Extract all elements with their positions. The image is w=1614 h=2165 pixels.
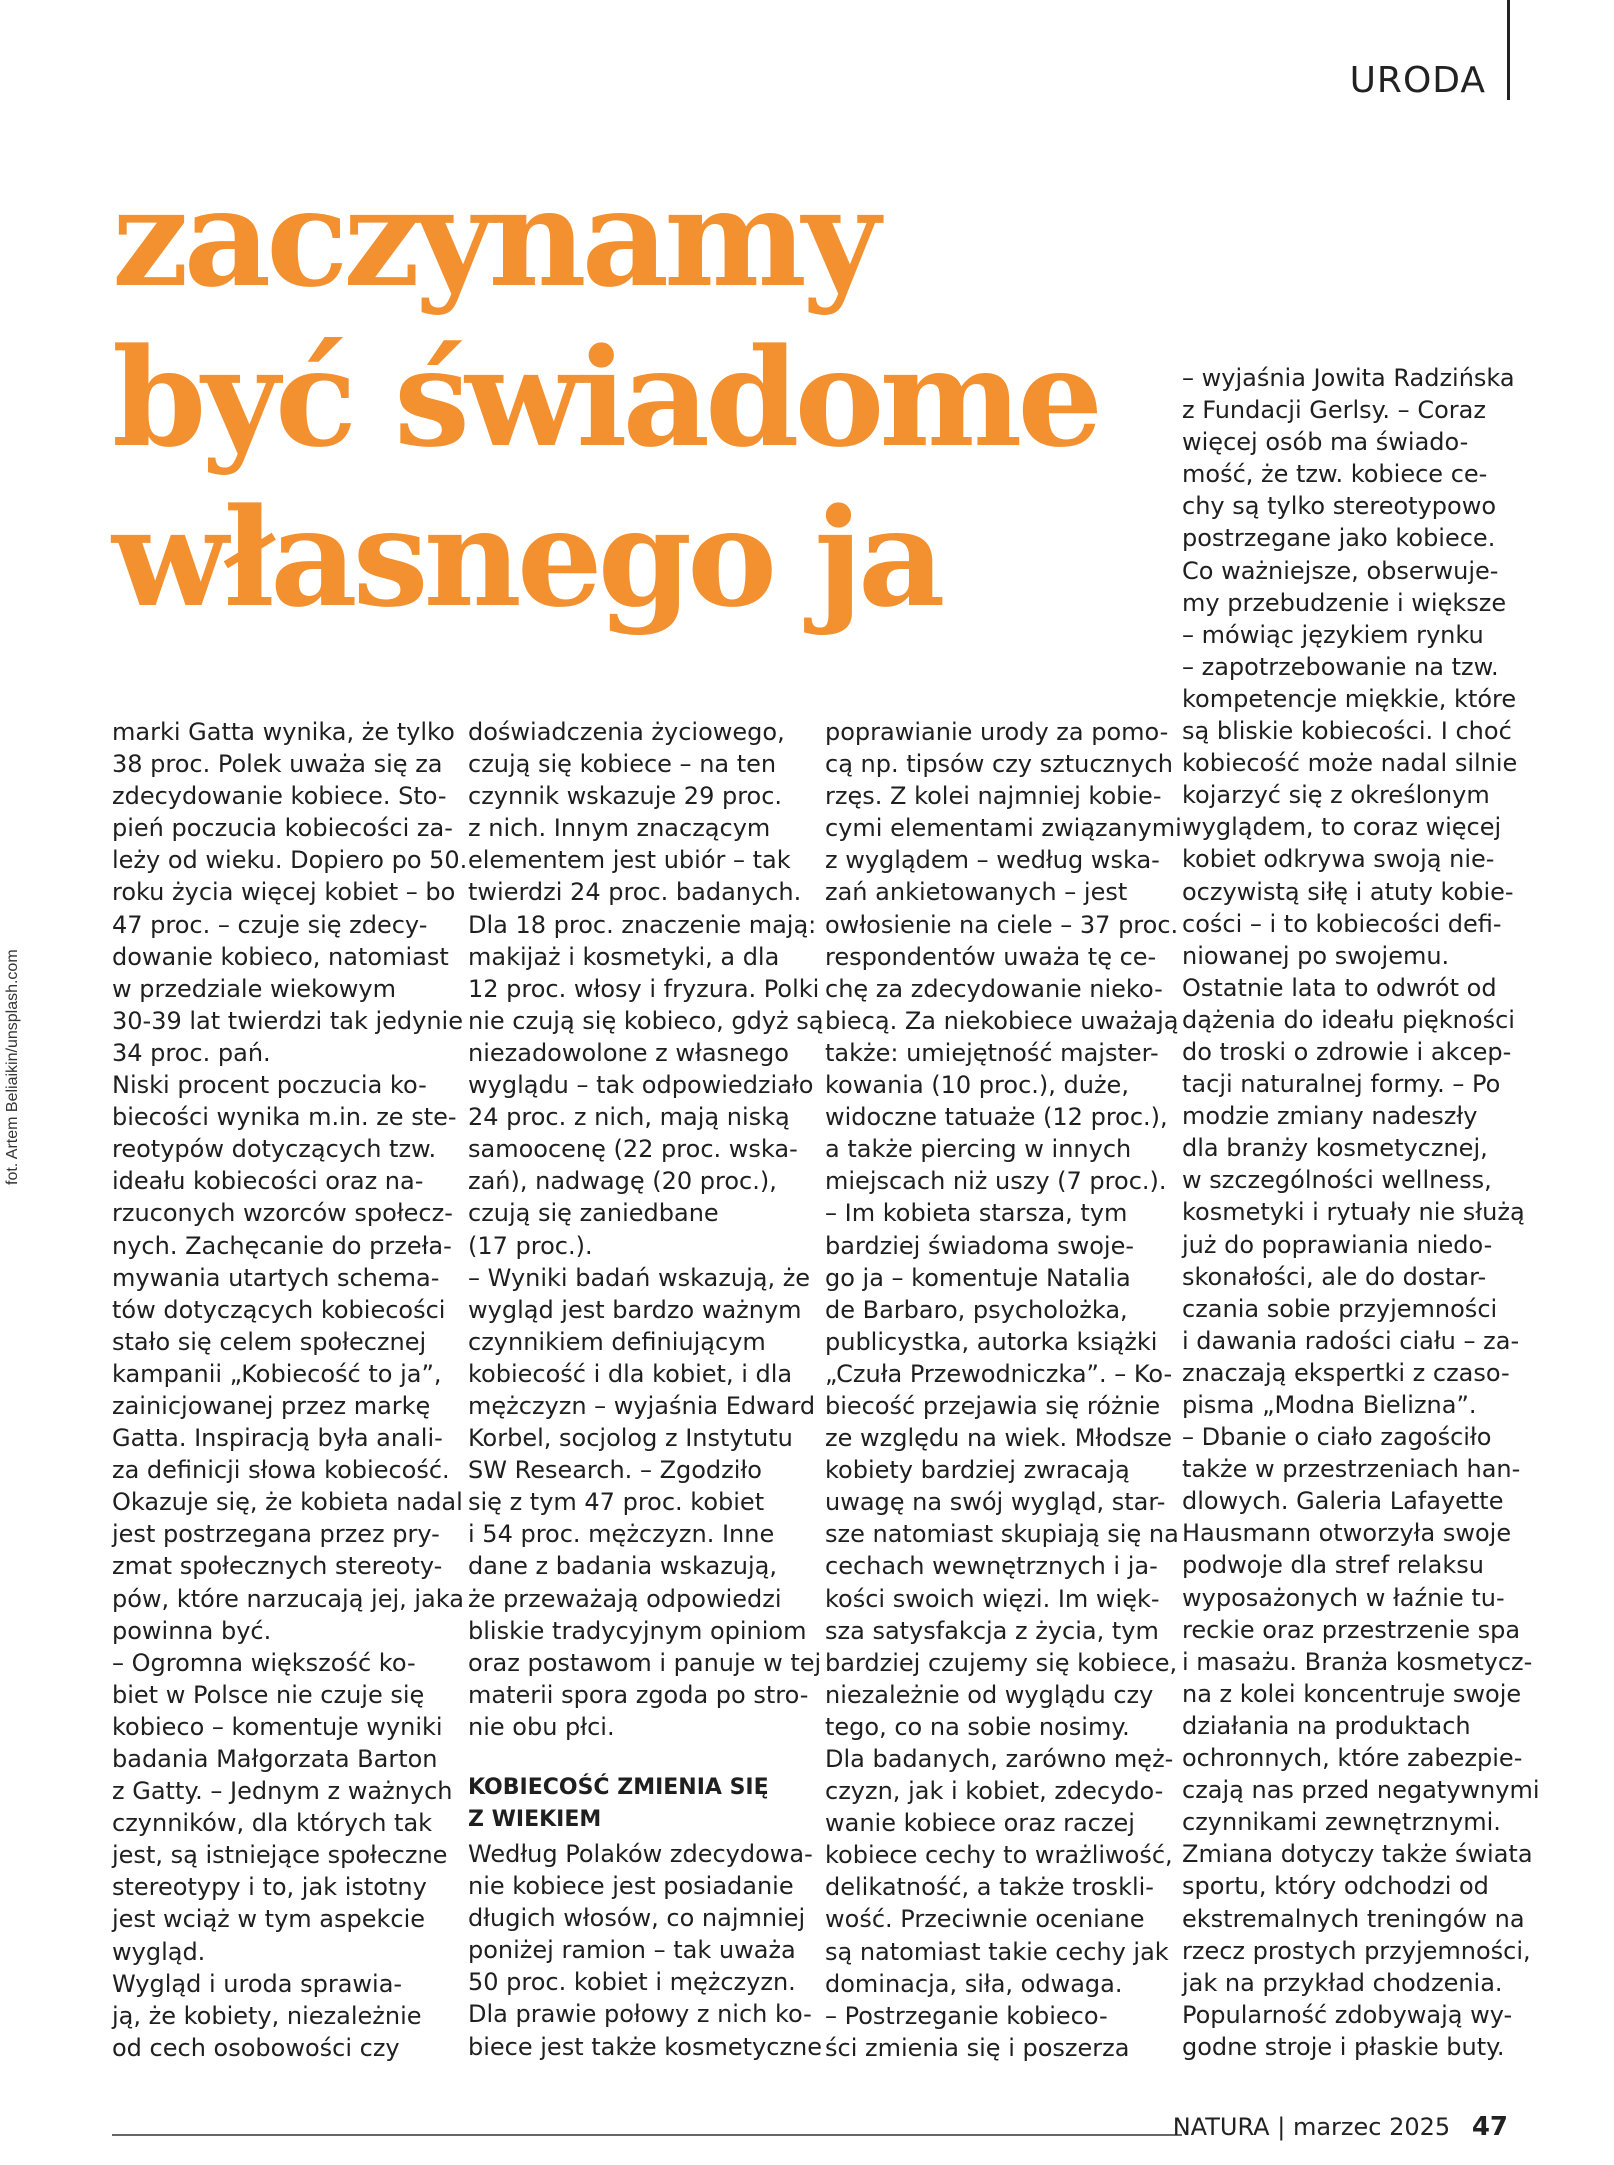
- title-line: być świadome: [112, 318, 1099, 477]
- body-column-2: doświadczenia życiowego, czują się kobiece – na ten czynnik wskazuje 29 proc. z nich. Innym znaczącym elementem jest ubiór – tak twierdzi 24 proc. badanych. Dla 18 proc. znaczenie mają: makijaż i kosmetyki, a dla 12 proc. włosy i fryzura. Polki nie czują się kobieco, gdyż są niezadowolone z własnego wyglądu – tak odpowiedziało 24 proc. z nich, mają niską samoocenę (22 proc. wska- zań), nadwagę (20 proc.), czują się zaniedbane (17 proc.). – Wyniki badań wskazują, że wygląd jest bardzo ważnym czynnikiem definiującym kobiecość i dla kobiet, i dla mężczyzn – wyjaśnia Edward Korbel, socjolog z Instytutu SW Research. – Zgodziło się z tym 47 proc. kobiet i 54 proc. mężczyzn. Inne dane z badania wskazują, że przeważają odpowiedzi bliskie tradycyjnym opiniom oraz postawom i panuje w tej materii spora zgoda po stro- nie obu płci.: [468, 718, 824, 1741]
- footer-separator: |: [1277, 2113, 1286, 2141]
- section-label: URODA: [1349, 60, 1486, 101]
- page-number: 47: [1471, 2112, 1508, 2142]
- body-column-4: – wyjaśnia Jowita Radzińska z Fundacji Gerlsy. – Coraz więcej osób ma świado- mość, że tzw. kobiece ce- chy są tylko stereotypowo postrzegane jako kobiece. Co ważniejsze, obserwuje- my przebudzenie i większe – mówiąc językiem rynku – zapotrzebowanie na tzw. kompetencje miękkie, które są bliskie kobiecości. I choć kobiecość może nadal silnie kojarzyć się z określonym wyglądem, to coraz więcej kobiet odkrywa swoją nie- oczywistą siłę i atuty kobie- cości – i to kobiecości defi- niowanej po swojemu. Ostatnie lata to odwrót od dążenia do ideału piękności do troski o zdrowie i akcep- tacji naturalnej formy. – Po modzie zmiany nadeszły dla branży kosmetycznej, w szczególności wellness, kosmetyki i rytuały nie służą już do poprawiania niedo- skonałości, ale do dostar- czania sobie przyjemności i dawania radości ciału – za- znaczają ekspertki z czaso- pisma „Modna Bielizna”. – Dbanie o ciało zagościło także w przestrzeniach han- dlowych. Galeria Lafayette Hausmann otworzyła swoje podwoje dla stref relaksu wyposażonych w łaźnie tu- reckie oraz przestrzenie spa i masażu. Branża kosmetycz- na z kolei koncentruje swoje działania na produktach ochronnych, które zabezpie- czają nas przed negatywnymi czynnikami zewnętrznymi. Zmiana dotyczy także świata sportu, który odchodzi od ekstremalnych treningów na rzecz prostych przyjemności, jak na przykład chodzenia. Popularność zdobywają wy- godne stroje i płaskie buty.: [1182, 364, 1540, 2061]
- title-line: własnego ja: [112, 478, 941, 637]
- top-vertical-rule: [1507, 0, 1510, 100]
- article-title: [112, 158, 1098, 638]
- body-column-3: poprawianie urody za pomo- cą np. tipsów czy sztucznych rzęs. Z kolei najmniej kobie- cymi elementami związanymi z wyglądem – według wska- zań ankietowanych – jest owłosienie na ciele – 37 proc. respondentów uważa tę ce- chę za zdecydowanie nieko- biecą. Za niekobiece uważają także: umiejętność majster- kowania (10 proc.), duże, widoczne tatuaże (12 proc.), a także piercing w innych miejscach niż uszy (7 proc.). – Im kobieta starsza, tym bardziej świadoma swoje- go ja – komentuje Natalia de Barbaro, psycholożka, publicystka, autorka książki „Czuła Przewodniczka”. – Ko- biecość przejawia się różnie ze względu na wiek. Młodsze kobiety bardziej zwracają uwagę na swój wygląd, star- sze natomiast skupiają się na cechach wewnętrznych i ja- kości swoich więzi. Im więk- sza satysfakcja z życia, tym bardziej czujemy się kobiece, niezależnie od wyglądu czy tego, co na sobie nosimy. Dla badanych, zarówno męż- czyzn, jak i kobiet, zdecydo- wanie kobiece oraz raczej kobiece cechy to wrażliwość, delikatność, a także troskli- wość. Przeciwnie oceniane są natomiast takie cechy jak dominacja, siła, odwaga. – Postrzeganie kobieco- ści zmienia się i poszerza: [825, 718, 1182, 2062]
- magazine-name: NATURA: [1172, 2113, 1270, 2141]
- photo-credit: fot. Artem Beliaikin/unsplash.com: [4, 949, 21, 1185]
- issue-date: marzec 2025: [1292, 2113, 1451, 2141]
- footer-rule: [112, 2134, 1182, 2136]
- body-column-2-continued: Według Polaków zdecydowa- nie kobiece jest posiadanie długich włosów, co najmniej poniżej ramion – tak uważa 50 proc. kobiet i mężczyzn. Dla prawie połowy z nich ko- biece jest także kosmetyczne: [468, 1840, 822, 2061]
- subheading: KOBIECOŚĆ ZMIENIA SIĘ Z WIEKIEM: [468, 1775, 769, 1832]
- page-footer: [1173, 2112, 1508, 2142]
- title-line: zaczynamy: [112, 158, 876, 317]
- body-column-1: marki Gatta wynika, że tylko 38 proc. Polek uważa się za zdecydowanie kobiece. Sto- pień poczucia kobiecości za- leży od wieku. Dopiero po 50. roku życia więcej kobiet – bo 47 proc. – czuje się zdecy- dowanie kobieco, natomiast w przedziale wiekowym 30-39 lat twierdzi tak jedynie 34 proc. pań. Niski procent poczucia ko- biecości wynika m.in. ze ste- reotypów dotyczących tzw. ideału kobiecości oraz na- rzuconych wzorców społecz- nych. Zachęcanie do przeła- mywania utartych schema- tów dotyczących kobiecości stało się celem społecznej kampanii „Kobiecość to ja”, zainicjowanej przez markę Gatta. Inspiracją była anali- za definicji słowa kobiecość. Okazuje się, że kobieta nadal jest postrzegana przez pry- zmat społecznych stereoty- pów, które narzucają jej, jaka powinna być. – Ogromna większość ko- biet w Polsce nie czuje się kobieco – komentuje wyniki badania Małgorzata Barton z Gatty. – Jednym z ważnych czynników, dla których tak jest, są istniejące społeczne stereotypy i to, jak istotny jest wciąż w tym aspekcie wygląd. Wygląd i uroda sprawia- ją, że kobiety, niezależnie od cech osobowości czy: [112, 718, 468, 2062]
